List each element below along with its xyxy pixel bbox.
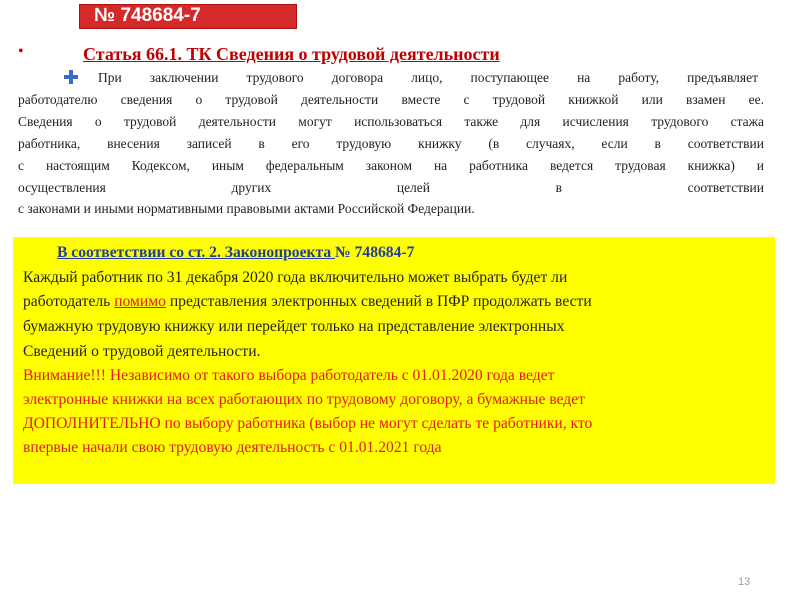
article-line-4: работника, внесения записей в его трудовую книжку (в случаях, если в соответствии: [18, 136, 764, 151]
warning-line-2: электронные книжки на всех работающих по трудовому договору, а бумажные ведет: [23, 391, 585, 408]
notice-title-number: № 748684-7: [335, 244, 415, 261]
text: работодатель: [23, 293, 115, 310]
word: в: [555, 180, 563, 195]
notice-body-line-1: Каждый работник по 31 декабря 2020 года включительно может выбрать будет ли: [23, 269, 568, 286]
cross-icon: [64, 70, 78, 84]
word: соответствии: [687, 180, 764, 195]
notice-body-line-4: Сведений о трудовой деятельности.: [23, 343, 261, 360]
word: целей: [396, 180, 431, 195]
warning-line-4: впервые начали свою трудовую деятельность с 01.01.2021 года: [23, 439, 442, 456]
article-heading: Статья 66.1. ТК Сведения о трудовой деятельности: [83, 44, 500, 64]
word: осуществления: [18, 180, 106, 195]
notice-body-line-2: [23, 290, 769, 314]
word: других: [231, 180, 272, 195]
article-line-2: работодателю сведения о трудовой деятельности вместе с трудовой книжкой или взамен ее.: [18, 92, 764, 107]
article-line-1: При заключении трудового договора лицо, поступающее на работу, предъявляет: [98, 70, 758, 85]
notice-title-prefix: В соответствии со ст. 2. Законопроекта: [57, 244, 336, 261]
notice-box: [13, 237, 775, 484]
notice-body-line-3: бумажную трудовую книжку или перейдет только на представление электронных: [23, 318, 565, 335]
notice-title: [57, 241, 800, 265]
article-line-7: с законами и иными нормативными правовыми актами Российской Федерации.: [18, 201, 475, 216]
article-line-3: Сведения о трудовой деятельности могут использоваться также для исчисления трудового стажа: [18, 114, 764, 129]
page-number: 13: [738, 576, 751, 588]
article-line-5: с настоящим Кодексом, иным федеральным законом на работника ведется трудовая книжка) и: [18, 158, 764, 173]
warning-line-3: ДОПОЛНИТЕЛЬНО по выбору работника (выбор не могут сделать те работники, кто: [23, 415, 593, 432]
highlight-word-link[interactable]: помимо: [114, 293, 166, 310]
text: представления электронных сведений в ПФР продолжать вести: [165, 293, 592, 310]
heading-bullet: •: [18, 43, 24, 60]
warning-line-1: Внимание!!! Независимо от такого выбора работодатель с 01.01.2020 года ведет: [23, 367, 555, 384]
article-line-6: [18, 178, 764, 198]
document-number-title: № 748684-7: [94, 5, 201, 26]
